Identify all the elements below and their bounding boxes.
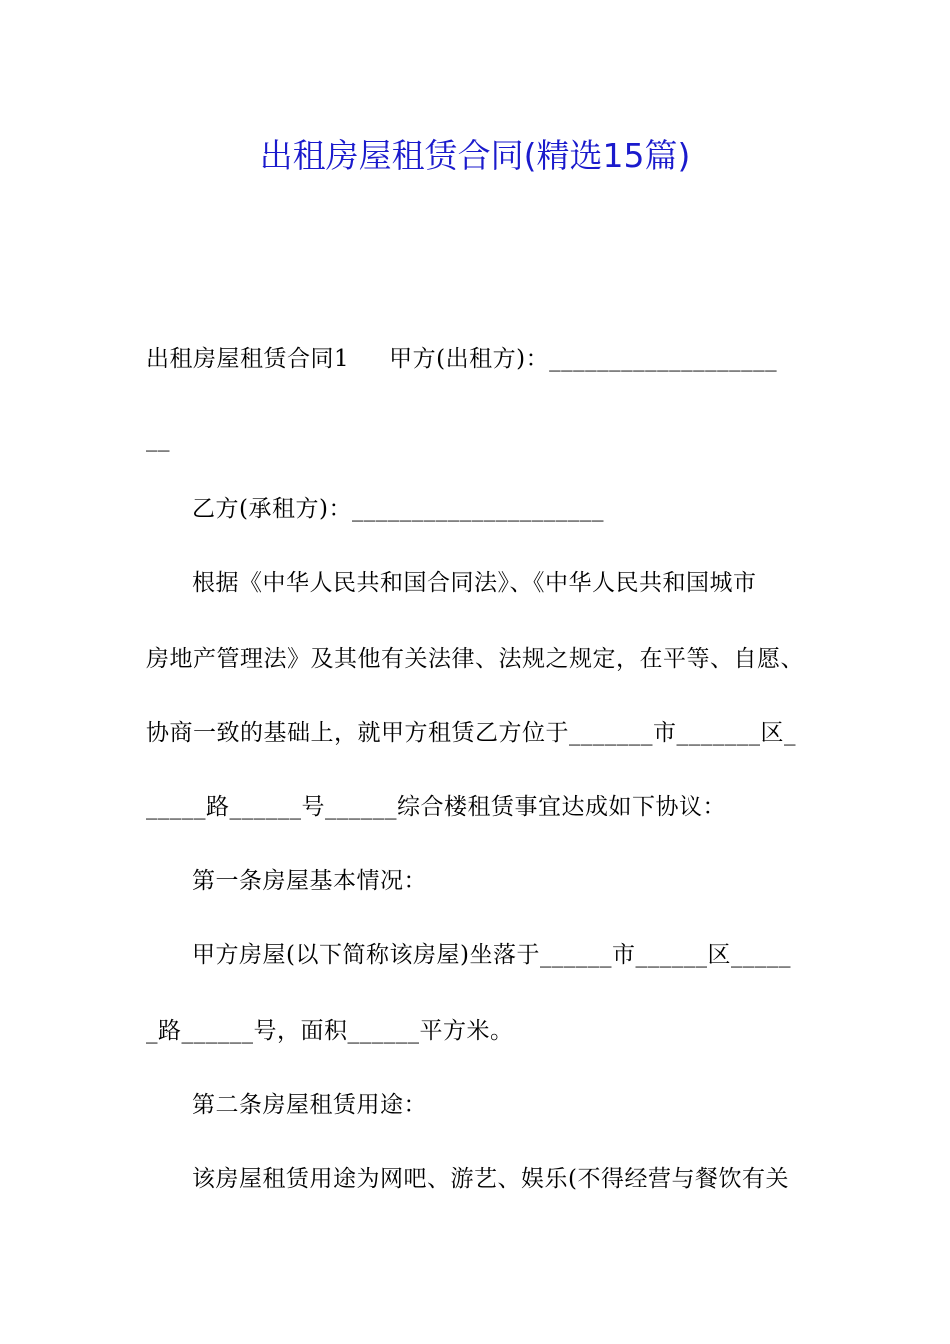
paragraph-line-3: 协商一致的基础上，就甲方租赁乙方位于_______市_______区_: [146, 720, 796, 746]
section-heading-2: 第二条房屋租赁用途：: [192, 1092, 427, 1118]
paragraph-line-6: _路______号，面积______平方米。: [146, 1018, 514, 1044]
party-a-field: 甲方(出租方)：___________________: [389, 346, 778, 372]
paragraph-line-7: 该房屋租赁用途为网吧、游艺、娱乐(不得经营与餐饮有关: [192, 1166, 789, 1192]
contract-heading-line: [146, 344, 777, 374]
contract-number-label: 出租房屋租赁合同1: [146, 346, 350, 372]
paragraph-line-1: 根据《中华人民共和国合同法》、《中华人民共和国城市: [192, 570, 757, 596]
paragraph-line-2: 房地产管理法》及其他有关法律、法规之规定，在平等、自愿、: [146, 646, 804, 672]
paragraph-line-4: _____路______号______综合楼租赁事宜达成如下协议：: [146, 794, 726, 820]
section-heading-1: 第一条房屋基本情况：: [192, 868, 427, 894]
document-title: 出租房屋租赁合同(精选15篇): [259, 136, 691, 175]
paragraph-line-5: 甲方房屋(以下简称该房屋)坐落于______市______区_____: [192, 942, 791, 968]
party-a-field-continuation: __: [146, 426, 170, 452]
party-b-field: 乙方(承租方)：_____________________: [192, 496, 604, 522]
